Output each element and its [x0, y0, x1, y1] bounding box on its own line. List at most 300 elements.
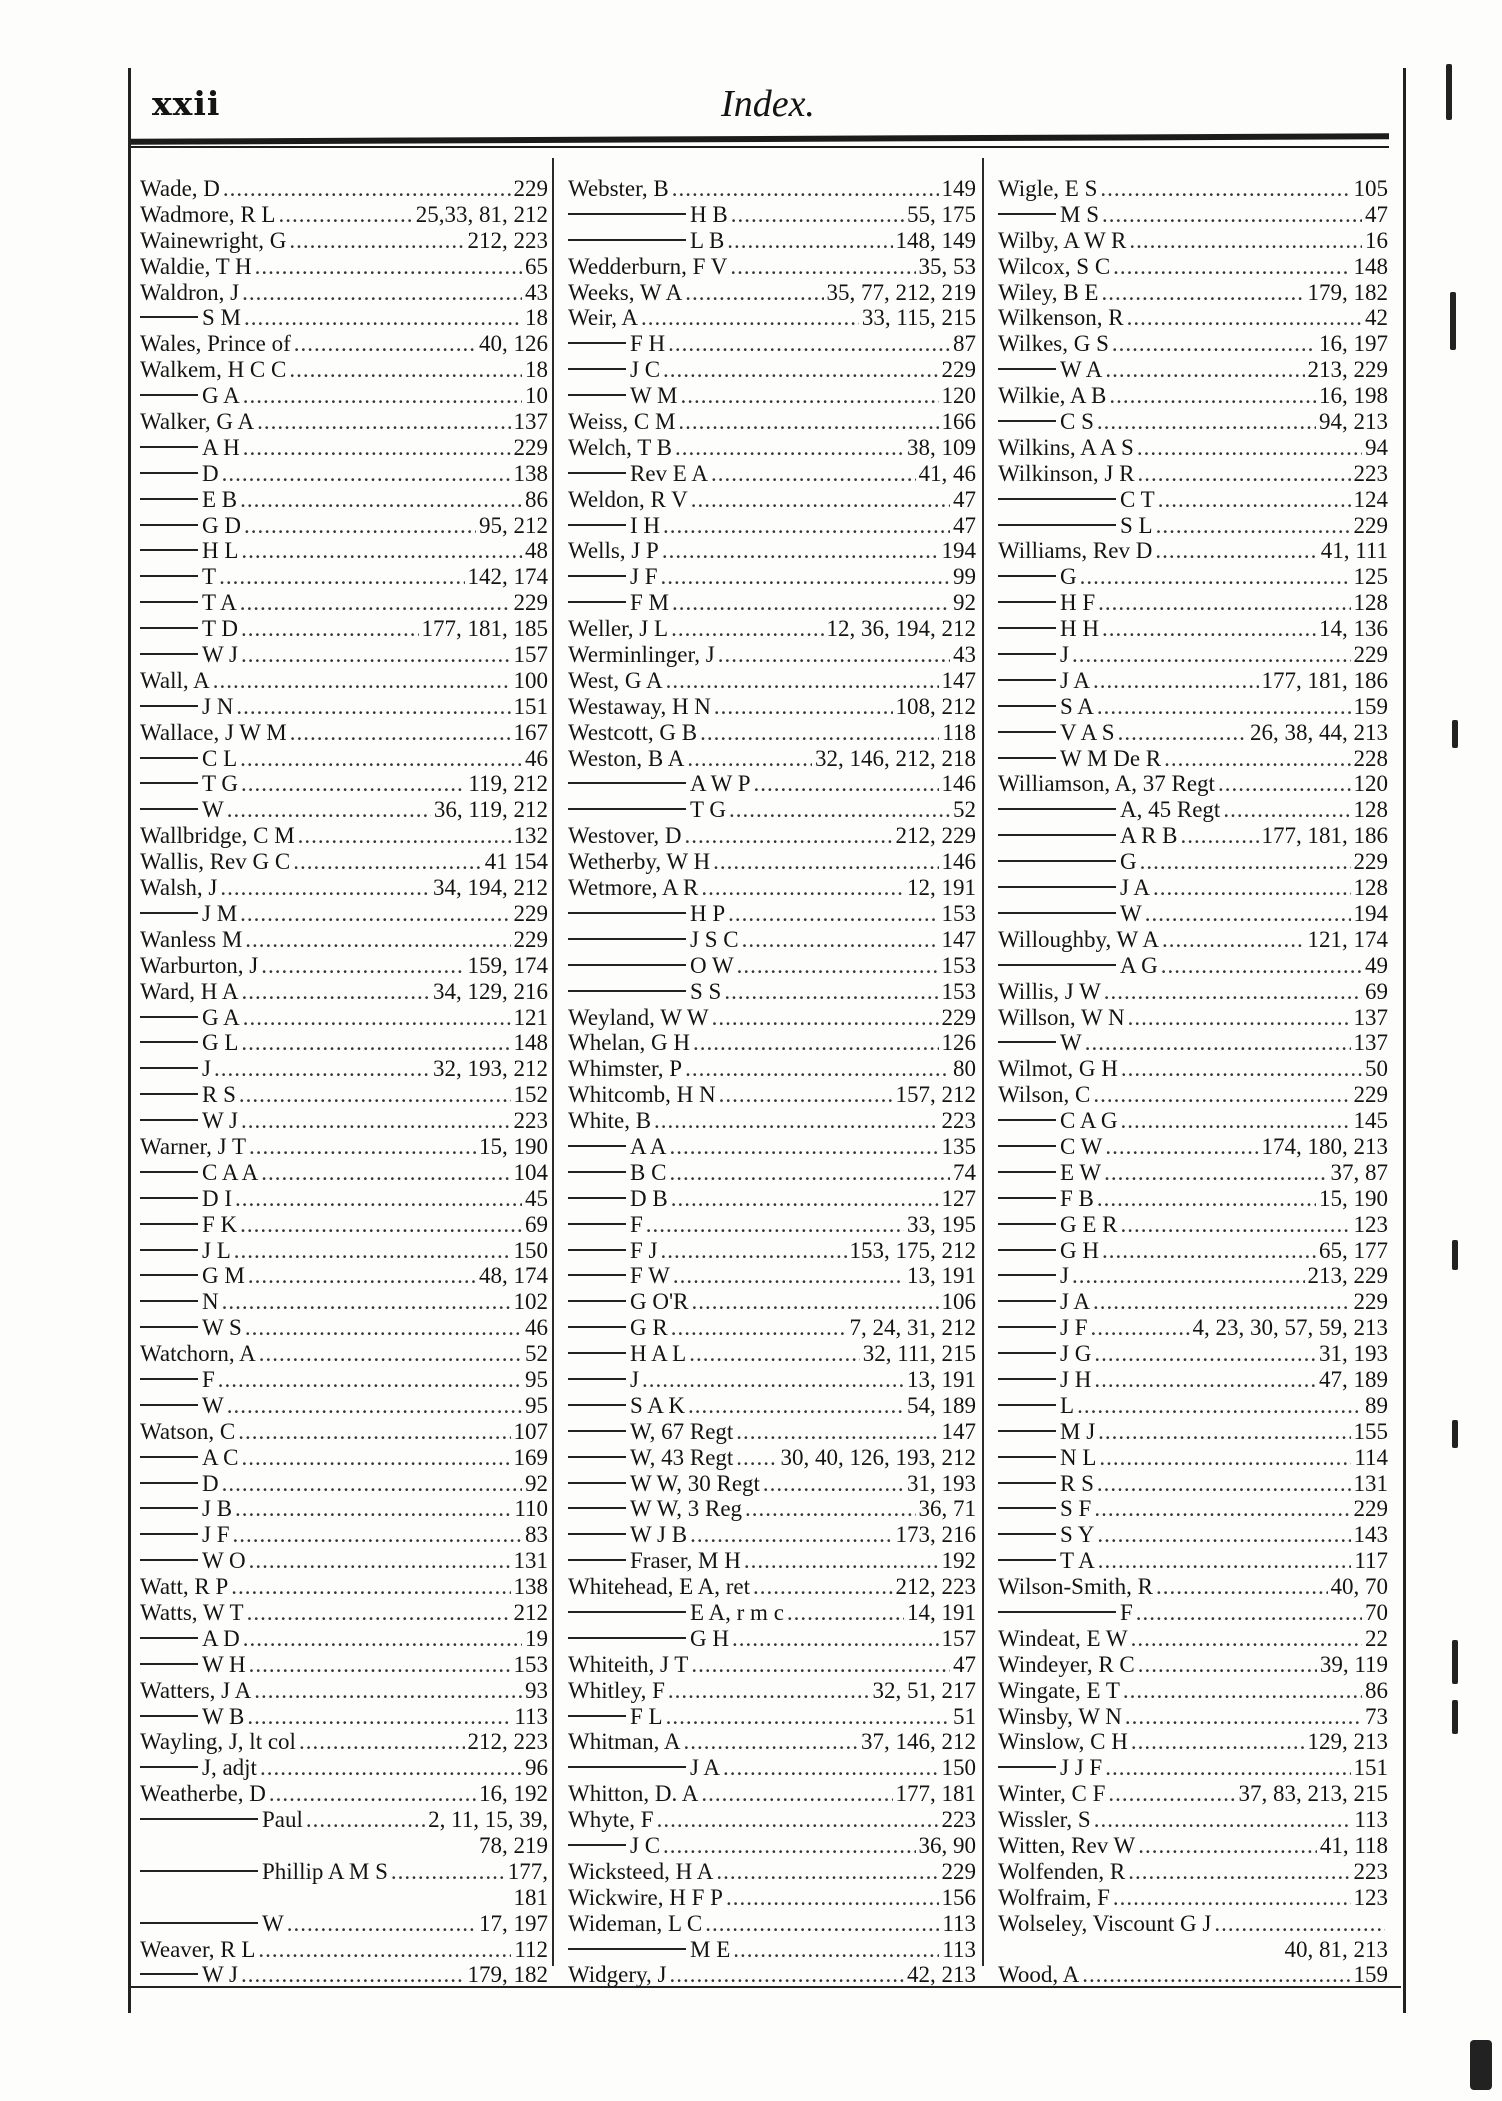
leader-dots — [248, 1263, 476, 1289]
ditto-dash — [568, 1171, 626, 1173]
index-entry — [568, 1289, 976, 1315]
leader-dots — [231, 1574, 510, 1600]
margin-mark — [1450, 292, 1456, 350]
entry-pages: 15, 190 — [479, 1133, 548, 1159]
entry-name: L — [1060, 1392, 1075, 1418]
entry-name: A C — [202, 1444, 239, 1470]
entry-pages: 229 — [941, 1858, 976, 1884]
ditto-dash — [140, 1041, 198, 1043]
entry-pages: 166 — [941, 409, 976, 435]
entry-pages: 177, 181 — [895, 1781, 976, 1807]
leader-dots — [299, 1729, 465, 1755]
entry-name: Whelan, G H — [568, 1030, 690, 1056]
entry-pages: 42 — [1365, 305, 1388, 331]
entry-name: F — [202, 1366, 215, 1392]
index-entry — [998, 1600, 1388, 1626]
entry-name: C A A — [202, 1159, 259, 1185]
entry-pages: 114 — [1354, 1444, 1388, 1470]
leader-dots — [666, 1704, 950, 1730]
entry-name: J A — [1060, 667, 1091, 693]
ditto-dash — [998, 1041, 1056, 1043]
leader-dots — [730, 254, 915, 280]
leader-dots — [293, 849, 482, 875]
leader-dots — [1112, 331, 1316, 357]
ditto-dash — [998, 601, 1056, 603]
ditto-dash — [998, 964, 1116, 966]
entry-pages: 17, 197 — [479, 1910, 548, 1936]
entry-pages: 78, 219 — [479, 1833, 548, 1858]
index-entry — [140, 1652, 548, 1678]
index-entry — [568, 1522, 976, 1548]
entry-name: Wilson, C — [998, 1082, 1091, 1108]
entry-pages: 157 — [513, 642, 548, 668]
leader-dots — [234, 1238, 511, 1264]
entry-name: Webster, B — [568, 176, 669, 201]
leader-dots — [712, 1005, 939, 1031]
entry-name: E A, r m c — [690, 1599, 784, 1625]
entry-pages: 95 — [525, 1392, 548, 1418]
entry-name: C T — [1120, 486, 1155, 512]
entry-name: Wales, Prince of — [140, 331, 291, 357]
entry-name: Widgery, J — [568, 1962, 667, 1988]
index-entry — [140, 927, 548, 953]
entry-name: Whyte, F — [568, 1807, 654, 1833]
entry-pages: 223 — [941, 1807, 976, 1833]
ditto-dash — [568, 1326, 626, 1328]
index-entry — [140, 1367, 548, 1393]
entry-pages: 46 — [525, 1315, 548, 1341]
entry-name: J, adjt — [202, 1755, 257, 1781]
entry-name: J — [630, 1366, 639, 1392]
ditto-dash — [140, 524, 198, 526]
index-entry — [568, 176, 976, 202]
index-entry — [568, 1626, 976, 1652]
entry-name: W J — [202, 1108, 238, 1134]
index-entry — [140, 513, 548, 539]
ditto-dash — [140, 1507, 198, 1509]
entry-pages: 159 — [1353, 1962, 1388, 1988]
leader-dots — [1093, 1082, 1350, 1108]
leader-dots — [691, 1289, 938, 1315]
entry-name: S F — [1060, 1496, 1092, 1522]
index-entry — [568, 280, 976, 306]
entry-pages: 113 — [942, 1910, 976, 1936]
ditto-dash — [998, 1352, 1056, 1354]
ditto-dash — [140, 1378, 198, 1380]
index-entry — [998, 1807, 1388, 1833]
index-entry — [568, 1445, 976, 1471]
ditto-dash — [568, 990, 686, 992]
entry-pages: 25,33, 81, 212 — [415, 201, 548, 227]
entry-pages: 120 — [941, 383, 976, 409]
leader-dots — [233, 1522, 523, 1548]
entry-name: Wissler, S — [998, 1807, 1091, 1833]
entry-pages: 38, 109 — [907, 434, 976, 460]
ditto-dash — [568, 1223, 626, 1225]
index-entry — [998, 746, 1388, 772]
ditto-dash — [998, 679, 1056, 681]
entry-name: D B — [630, 1185, 668, 1211]
entry-pages: 146 — [941, 771, 976, 797]
entry-name: N — [202, 1289, 219, 1315]
leader-dots — [278, 202, 412, 228]
index-entry — [998, 694, 1388, 720]
index-entry — [140, 1030, 548, 1056]
entry-name: Warner, J T — [140, 1133, 247, 1159]
index-entry — [568, 1134, 976, 1160]
entry-pages: 92 — [953, 590, 976, 616]
ditto-dash — [140, 653, 198, 655]
ditto-dash — [140, 1404, 198, 1406]
entry-pages: 100 — [513, 667, 548, 693]
entry-name: Whiteith, J T — [568, 1651, 689, 1677]
entry-pages: 123 — [1353, 1884, 1388, 1910]
entry-name: Waldron, J — [140, 279, 240, 305]
ditto-dash — [998, 705, 1056, 707]
index-entry — [998, 1885, 1388, 1911]
entry-name: G M — [202, 1263, 245, 1289]
ditto-dash — [140, 1533, 198, 1535]
index-entry — [140, 901, 548, 927]
entry-pages: 137 — [1353, 1004, 1388, 1030]
entry-pages: 107 — [513, 1418, 548, 1444]
entry-pages: 4, 23, 30, 57, 59, 213 — [1192, 1315, 1388, 1341]
entry-name: Weatherbe, D — [140, 1781, 266, 1807]
entry-name: F L — [630, 1703, 663, 1729]
leader-dots — [671, 1315, 847, 1341]
leader-dots — [754, 771, 939, 797]
index-entry — [568, 642, 976, 668]
index-column-2 — [568, 176, 976, 1988]
margin-mark — [1452, 1420, 1458, 1448]
index-entry — [140, 823, 548, 849]
leader-dots — [218, 1367, 522, 1393]
ditto-dash — [568, 1766, 686, 1768]
entry-pages: 132 — [513, 823, 548, 849]
index-entry — [568, 1833, 976, 1859]
index-entry — [140, 228, 548, 254]
leader-dots — [247, 1704, 511, 1730]
entry-name: G A — [202, 1004, 240, 1030]
index-entry — [568, 771, 976, 797]
entry-name: W — [262, 1910, 284, 1936]
leader-dots — [238, 1419, 510, 1445]
entry-name: Whitehead, E A, ret — [568, 1574, 751, 1600]
leader-dots — [235, 1186, 522, 1212]
entry-pages: 152 — [513, 1082, 548, 1108]
entry-name: F W — [630, 1263, 670, 1289]
entry-pages: 16, 198 — [1319, 383, 1388, 409]
entry-name: Wayling, J, lt col — [140, 1729, 296, 1755]
entry-name: Watters, J A — [140, 1677, 252, 1703]
leader-dots — [1127, 305, 1362, 331]
index-entry — [140, 1678, 548, 1704]
entry-name: Wedderburn, F V — [568, 253, 728, 279]
entry-name: T A — [1060, 1548, 1095, 1574]
index-entry — [140, 590, 548, 616]
entry-name: T D — [202, 616, 238, 642]
entry-pages: 143 — [1353, 1522, 1388, 1548]
index-entry — [140, 1885, 548, 1911]
ditto-dash — [140, 394, 198, 396]
index-entry — [568, 1212, 976, 1238]
leader-dots — [1121, 1212, 1351, 1238]
entry-pages: 151 — [1353, 1755, 1388, 1781]
entry-name: Winter, C F — [998, 1781, 1106, 1807]
entry-pages: 74 — [953, 1159, 976, 1185]
entry-pages: 2, 11, 15, 39, — [428, 1807, 548, 1833]
index-entry — [568, 953, 976, 979]
index-entry — [140, 1263, 548, 1289]
entry-pages: 32, 111, 215 — [862, 1341, 976, 1367]
leader-dots — [1125, 1704, 1362, 1730]
entry-name: Weaver, R L — [140, 1936, 256, 1962]
index-entry — [998, 1859, 1388, 1885]
entry-name: Wade, D — [140, 176, 220, 201]
leader-dots — [391, 1859, 505, 1885]
leader-dots — [213, 668, 511, 694]
index-entry — [140, 1704, 548, 1730]
index-entry — [998, 305, 1388, 331]
entry-name: Whitley, F — [568, 1677, 665, 1703]
index-entry — [140, 1315, 548, 1341]
entry-pages: 153 — [513, 1651, 548, 1677]
index-entry — [998, 1082, 1388, 1108]
entry-pages: 147 — [941, 926, 976, 952]
entry-pages: 212 — [513, 1599, 548, 1625]
leader-dots — [701, 1781, 892, 1807]
entry-pages: 86 — [1365, 1677, 1388, 1703]
ditto-dash — [998, 1197, 1056, 1199]
leader-dots — [236, 694, 510, 720]
column-separator — [552, 158, 554, 1966]
index-entry — [140, 254, 548, 280]
leader-dots — [1128, 1859, 1350, 1885]
page-title: Index. — [721, 83, 815, 125]
index-entry — [998, 564, 1388, 590]
entry-pages: 159 — [1353, 693, 1388, 719]
entry-name: I H — [630, 512, 661, 538]
entry-pages: 229 — [513, 590, 548, 616]
index-entry — [998, 823, 1388, 849]
entry-pages: 95 — [525, 1366, 548, 1392]
index-entry — [140, 461, 548, 487]
ditto-dash — [568, 1430, 626, 1432]
entry-pages: 229 — [513, 900, 548, 926]
entry-pages: 46 — [525, 745, 548, 771]
entry-name: C S — [1060, 409, 1094, 435]
leader-dots — [242, 280, 522, 306]
entry-name: W, 67 Regt — [630, 1418, 734, 1444]
entry-name: W M De R — [1060, 745, 1162, 771]
entry-name: T G — [690, 797, 726, 823]
index-entry — [998, 1030, 1388, 1056]
entry-pages: 87 — [953, 331, 976, 357]
leader-dots — [243, 383, 522, 409]
leader-dots — [1161, 953, 1362, 979]
entry-pages: 102 — [513, 1289, 548, 1315]
leader-dots — [222, 1289, 511, 1315]
ditto-dash — [568, 575, 626, 577]
leader-dots — [257, 409, 510, 435]
leader-dots — [714, 694, 893, 720]
ditto-dash — [140, 446, 198, 448]
entry-pages: 52 — [525, 1341, 548, 1367]
ditto-dash — [140, 1274, 198, 1276]
entry-name: J G — [1060, 1341, 1092, 1367]
index-entry — [140, 538, 548, 564]
leader-dots — [685, 1056, 950, 1082]
entry-name: T A — [202, 590, 237, 616]
ditto-dash — [140, 1818, 258, 1820]
index-entry — [568, 1885, 976, 1911]
leader-dots — [298, 823, 511, 849]
index-entry — [140, 849, 548, 875]
entry-pages: 121, 174 — [1307, 926, 1388, 952]
entry-pages: 42, 213 — [907, 1962, 976, 1988]
entry-name: Wetmore, A R — [568, 875, 699, 901]
entry-name: J L — [202, 1237, 231, 1263]
margin-mark — [1446, 64, 1452, 120]
margin-mark — [1452, 720, 1458, 748]
entry-name: R S — [202, 1082, 236, 1108]
ditto-dash — [998, 420, 1056, 422]
entry-pages: 47 — [953, 512, 976, 538]
leader-dots — [689, 1341, 859, 1367]
index-entry — [140, 1056, 548, 1082]
index-entry — [140, 1962, 548, 1988]
entry-name: J — [1060, 1263, 1069, 1289]
ditto-dash — [998, 1300, 1056, 1302]
index-entry — [140, 305, 548, 331]
leader-dots — [1097, 1522, 1350, 1548]
leader-dots — [287, 1911, 476, 1937]
index-entry — [140, 1341, 548, 1367]
index-entry — [140, 487, 548, 513]
entry-name: W M — [630, 383, 678, 409]
entry-name: W — [1060, 1030, 1082, 1056]
leader-dots — [1223, 797, 1350, 823]
leader-dots — [1100, 176, 1350, 202]
leader-dots — [668, 1678, 870, 1704]
entry-name: Westaway, H N — [568, 693, 711, 719]
entry-name: S A — [1060, 693, 1094, 719]
entry-pages: 18 — [525, 357, 548, 383]
entry-pages: 7, 24, 31, 212 — [849, 1315, 976, 1341]
index-entry — [998, 487, 1388, 513]
entry-pages: 14, 191 — [907, 1599, 976, 1625]
leader-dots — [1094, 1807, 1352, 1833]
leader-dots — [661, 1238, 847, 1264]
entry-pages: 167 — [513, 719, 548, 745]
entry-pages: 155 — [1353, 1418, 1388, 1444]
index-entry — [140, 1496, 548, 1522]
leader-dots — [235, 1496, 511, 1522]
leader-dots — [1102, 1238, 1316, 1264]
entry-pages: 40, 126 — [479, 331, 548, 357]
index-entry — [568, 849, 976, 875]
ditto-dash — [998, 575, 1056, 577]
index-entry — [568, 694, 976, 720]
index-entry — [568, 1082, 976, 1108]
entry-name: H B — [690, 201, 728, 227]
ditto-dash — [568, 1844, 626, 1846]
entry-pages: 94 — [1365, 434, 1388, 460]
entry-pages: 212, 223 — [895, 1574, 976, 1600]
index-entry — [998, 953, 1388, 979]
index-entry — [998, 513, 1388, 539]
leader-dots — [1123, 1678, 1362, 1704]
entry-pages: 40, 70 — [1330, 1574, 1388, 1600]
index-entry — [568, 487, 976, 513]
leader-dots — [1137, 461, 1350, 487]
leader-dots — [1098, 590, 1350, 616]
leader-dots — [1214, 1911, 1385, 1937]
entry-pages: 229 — [1353, 849, 1388, 875]
entry-pages: 12, 36, 194, 212 — [826, 616, 976, 642]
leader-dots — [1181, 823, 1259, 849]
ditto-dash — [998, 808, 1116, 810]
leader-dots — [670, 1962, 904, 1988]
entry-name: O W — [690, 952, 734, 978]
entry-name: G A — [202, 383, 240, 409]
index-entry — [140, 720, 548, 746]
entry-pages: 212, 223 — [467, 227, 548, 253]
index-entry — [568, 1419, 976, 1445]
leader-dots — [1085, 1030, 1351, 1056]
leader-dots — [1138, 1652, 1317, 1678]
entry-name: Walsh, J — [140, 875, 218, 901]
entry-pages: 94, 213 — [1319, 409, 1388, 435]
leader-dots — [1097, 694, 1351, 720]
entry-pages: 35, 77, 212, 219 — [826, 279, 976, 305]
entry-name: G D — [202, 512, 241, 538]
leader-dots — [663, 357, 938, 383]
entry-pages: 157, 212 — [895, 1082, 976, 1108]
entry-pages: 33, 195 — [907, 1211, 976, 1237]
index-entry — [568, 1186, 976, 1212]
index-entry — [998, 435, 1388, 461]
entry-pages: 177, 181, 185 — [421, 616, 548, 642]
index-entry — [140, 564, 548, 590]
entry-pages: 13, 191 — [907, 1263, 976, 1289]
entry-name: Ward, H A — [140, 978, 239, 1004]
index-entry — [568, 1678, 976, 1704]
leader-dots — [258, 1937, 511, 1963]
leader-dots — [736, 1445, 777, 1471]
ditto-dash — [998, 653, 1056, 655]
leader-dots — [691, 1652, 950, 1678]
entry-pages: 16 — [1365, 227, 1388, 253]
entry-name: W S — [202, 1315, 242, 1341]
ditto-dash — [998, 1559, 1056, 1561]
leader-dots — [1145, 901, 1351, 927]
ditto-dash — [998, 368, 1056, 370]
index-entry — [140, 1911, 548, 1937]
entry-pages: 69 — [525, 1211, 548, 1237]
leader-dots — [1118, 720, 1247, 746]
index-entry — [998, 1471, 1388, 1497]
index-entry — [998, 1238, 1388, 1264]
leader-dots — [671, 616, 823, 642]
entry-pages: 148 — [513, 1030, 548, 1056]
entry-name: D — [202, 1470, 219, 1496]
index-entry — [998, 1186, 1388, 1212]
leader-dots — [1113, 254, 1350, 280]
entry-name: N L — [1060, 1444, 1097, 1470]
entry-name: J S C — [690, 926, 739, 952]
ditto-dash — [568, 1611, 686, 1613]
